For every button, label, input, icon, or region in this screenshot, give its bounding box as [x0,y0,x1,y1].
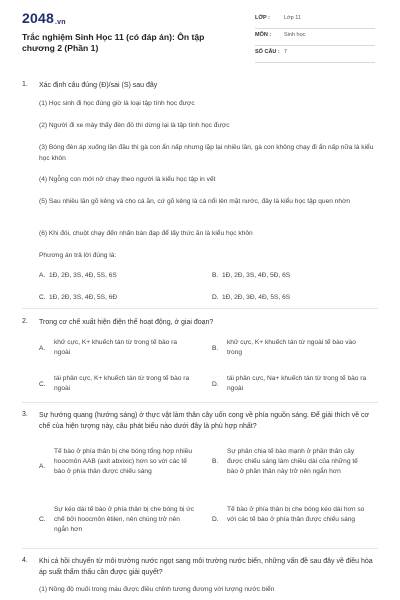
answer-prompt: Phương án trả lời đúng là: [39,252,117,259]
statement: (3) Bóng đèn áp xuống lần đầu thì gà con ẩn nấp nhưng lặp lại nhiều lần, gà con không chạy đi ẩn nấp nữa là kiểu học khôn [39,144,374,162]
option-letter: C. [39,516,46,523]
option-text: Sự phân chia tế bào mạnh ở phần thân cây được chiếu sáng làm chiều dài của những tế bào ở phần thân này trở nên ngắn hơn [227,448,358,475]
option-text: 1Đ, 2Đ, 3S, 4Đ, 5Đ, 6S [222,272,291,279]
meta-label: LỚP : [255,15,270,21]
meta-value: Lớp 11 [284,15,301,21]
page-title: Trắc nghiệm Sinh Học 11 (có đáp án): Ôn tập chương 2 (Phần 1) [22,32,205,53]
option-text: khử cực, K+ khuếch tán từ ngoài tế bào vào trong [227,339,356,356]
statement: (5) Sau nhiều lần gõ kẻng và cho cá ăn, cứ gõ kẻng là cá nổi lên mặt nước, đây là kiểu học tập quen nhờn [39,198,351,205]
option-letter: D. [212,381,219,388]
logo-text: 2048 [22,10,54,26]
quiz-meta [255,12,375,63]
divider [22,308,378,309]
question-text: Sự hướng quang (hướng sáng) ở thực vật làm thân cây uốn cong về phía nguồn sáng. Để giải thích về cơ chế của hiện tượng này, câu phát biểu nào dưới đây là phù hợp nhất? [39,412,370,430]
option-text: Sự kéo dài tế bào ở phía thân bị che bóng bị ức chế bởi hoocmôn êtilen, nên chúng trở nên ngắn hơn [54,506,194,533]
option-text: Tế bào ở phía thân bị che bóng tổng hợp nhiều hoocmôn AAB (axit abxixic) hơn so với các tế bào ở phía thân được chiếu sáng [54,448,193,475]
question-text: Trong cơ chế xuất hiện điện thế hoạt động, ở giai đoạn? [39,319,214,326]
divider [22,548,378,549]
option-text: 1Đ, 2Đ, 3S, 4Đ, 5S, 6S [49,272,117,279]
meta-row-count [255,46,375,63]
option-text: khử cực, K+ khuếch tán từ trong tế bào ra ngoài [54,339,178,356]
meta-label: SỐ CÂU : [255,49,280,55]
statement: (2) Người đi xe máy thấy đèn đỏ thì dừng lại là tập tính học được [39,122,230,129]
question-number: 2. [22,318,28,325]
option-letter: C. [39,294,46,301]
page-header [0,0,400,62]
divider [22,402,378,403]
statement: (6) Khi đói, chuột chạy đến nhấn bàn đạp để lấy thức ăn là kiểu học khôn [39,230,253,237]
meta-label: MÔN : [255,32,272,38]
meta-row-subject [255,29,375,46]
option-letter: D. [212,294,219,301]
option-text: Tế bào ở phía thân bị che bóng kéo dài hơn so với các tế bào ở phía thân được chiếu sáng [227,506,365,523]
statement: (1) Nồng độ muối trong máu được điều chỉnh tương đương với lượng nước biển [39,586,275,593]
option-letter: C. [39,381,46,388]
statement: (4) Ngỗng con mới nở chạy theo người là kiểu học tập in vết [39,176,216,183]
option-letter: B. [212,345,219,352]
option-letter: A. [39,463,46,470]
option-text: tái phân cực, Na+ khuếch tán từ trong tế bào ra ngoài [227,375,367,392]
option-text: 1Đ, 2Đ, 3S, 4Đ, 5S, 6Đ [49,294,118,301]
option-letter: A. [39,272,46,279]
option-letter: D. [212,516,219,523]
option-text: tái phân cực, K+ khuếch tán từ trong tế bào ra ngoài [54,375,190,392]
question-number: 3. [22,411,28,418]
statement: (1) Học sinh đi học đúng giờ là loại tập tính học được [39,100,195,107]
question-number: 4. [22,557,28,564]
option-text: 1Đ, 2Đ, 3Đ, 4Đ, 5S, 6S [222,294,291,301]
meta-value: Sinh học [284,32,306,38]
meta-row-class [255,12,375,29]
question-text: Xác định câu đúng (Đ)/sai (S) sau đây [39,82,158,89]
meta-value: 7 [284,49,288,55]
option-letter: A. [39,345,46,352]
question-number: 1. [22,81,28,88]
site-logo[interactable] [22,10,66,26]
logo-suffix: .vn [54,19,66,26]
option-letter: B. [212,458,219,465]
option-letter: B. [212,272,219,279]
question-text: Khi cá hồi chuyển từ môi trường nước ngọt sang môi trường nước biển, những vấn đề sau đây về điều hòa áp suất thẩm thấu cần được giải quyết? [39,558,373,576]
